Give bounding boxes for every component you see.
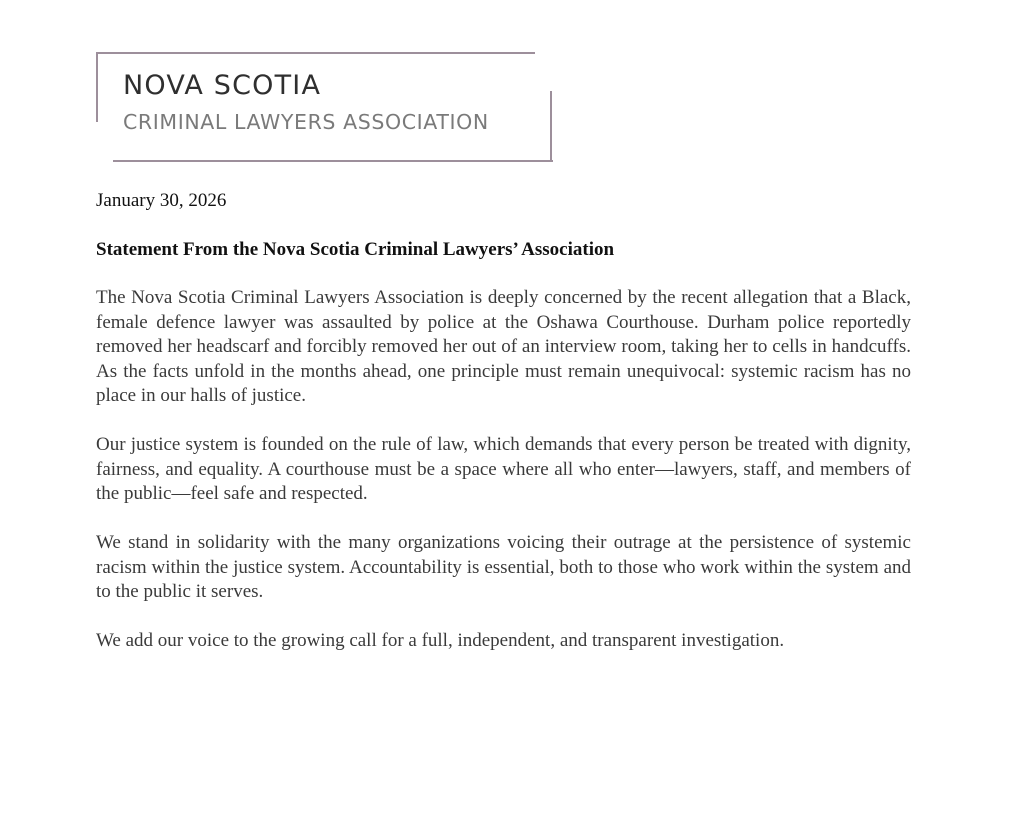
paragraph-1: The Nova Scotia Criminal Lawyers Association is deeply concerned by the recent allegation that a Black, female defence lawyer was assaulted by police at the Oshawa Courthouse. Durham police reportedly removed her headscarf and forcibly removed her out of an interview room, taking her to cells in handcuffs. As the facts unfold in the months ahead, one principle must remain unequivocal: systemic racism has no place in our halls of justice. [96, 287, 911, 406]
paragraph-2: Our justice system is founded on the rule of law, which demands that every person be treated with dignity, fairness, and equality. A courthouse must be a space where all who enter—lawyers, staff, and members of the public—feel safe and respected. [96, 434, 911, 504]
logo-subtitle: CRIMINAL LAWYERS ASSOCIATION [123, 110, 489, 134]
logo-frame-left [96, 52, 98, 122]
paragraph-3: We stand in solidarity with the many organizations voicing their outrage at the persistence of systemic racism within the justice system. Accountability is essential, both to those who work within the system and to the public it serves. [96, 532, 911, 602]
logo-name: NOVA SCOTIA [123, 70, 322, 101]
statement-heading: Statement From the Nova Scotia Criminal Lawyers’ Association [96, 238, 615, 260]
statement-date: January 30, 2026 [96, 190, 227, 211]
statement-document [96, 189, 911, 678]
logo-frame-right [550, 91, 552, 162]
logo-frame-top [97, 52, 535, 54]
association-logo [96, 52, 554, 164]
logo-frame-bottom [113, 160, 553, 162]
paragraph-4: We add our voice to the growing call for a full, independent, and transparent investigation. [96, 630, 785, 651]
